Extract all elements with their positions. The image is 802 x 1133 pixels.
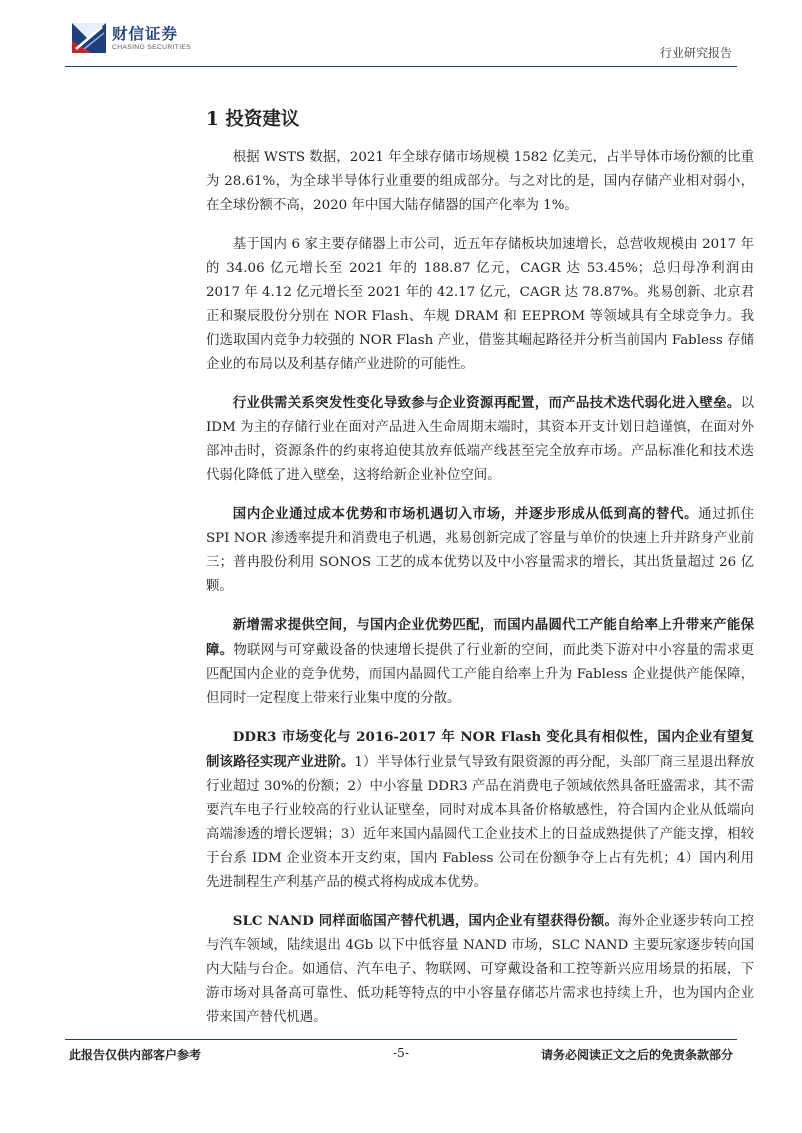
logo-chinese-name: 财信证券 xyxy=(112,24,179,43)
paragraph-lead: SLC NAND 同样面临国产替代机遇，国内企业有望获得份额。 xyxy=(232,913,619,929)
logo-english-name: CHASING SECURITIES xyxy=(112,43,192,51)
logo-emblem-icon xyxy=(70,19,108,57)
footer-notice: 请务必阅读正文之后的免责条款部分 xyxy=(540,1048,733,1062)
paragraph-2 xyxy=(206,232,754,377)
paragraph-lead: 新增需求提供空间，与国内企业优势匹配，而国内晶圆代工产能自给率上升带来产能保障。 xyxy=(206,617,754,658)
footer-divider xyxy=(65,1039,737,1040)
paragraph-body: 海外企业逐步转向工控与汽车领域，陆续退出 4Gb 以下中低容量 NAND 市场，SLC NAND 主要玩家逐步转向国内大陆与台企。如通信、汽车电子、物联网、可穿戴设备和工控等新兴应用场景的拓展，下游市场对具备高可靠性、低功耗等特点的中小容量存储芯片需求也持续上升，也为国内企业带来国产替代机遇。 xyxy=(206,914,755,1025)
paragraph-lead: 国内企业通过成本优势和市场机遇切入市场，并逐步形成从低到高的替代。 xyxy=(232,506,699,522)
company-logo xyxy=(70,19,191,57)
main-content xyxy=(206,108,754,1044)
paragraph-4 xyxy=(206,502,754,599)
paragraph-lead: DDR3 市场变化与 2016-2017 年 NOR Flash 变化具有相似性，国内企业有望复制该路径实现产业进阶。 xyxy=(206,729,754,770)
paragraph-body: 根据 WSTS 数据，2021 年全球存储市场规模 1582 亿美元，占半导体市场份额的比重为 28.61%，为全球半导体行业重要的组成部分。与之对比的是，国内存储产业相对弱小，在全球份额不高，2020 年中国大陆存储器的国产化率为 1%。 xyxy=(206,150,754,213)
page-number: -5- xyxy=(393,1046,409,1060)
header-divider xyxy=(65,66,737,67)
paragraph-body: 以 IDM 为主的存储行业在面对产品进入生命周期末端时，其资本开支计划日趋谨慎，在面对外部冲击时，资源条件的约束将迫使其放弃低端产线甚至完全放弃市场。产品标准化和技术迭代弱化降低了进入壁垒，这将给新企业补位空间。 xyxy=(206,396,754,483)
paragraph-1 xyxy=(206,145,754,218)
paragraph-7 xyxy=(206,909,754,1030)
paragraph-3 xyxy=(206,391,754,488)
page-header xyxy=(0,0,802,80)
paragraph-6 xyxy=(206,725,754,895)
paragraph-body: 物联网与可穿戴设备的快速增长提供了行业新的空间，而此类下游对中小容量的需求更匹配国内企业的竞争优势，而国内晶圆代工产能自给率上升为 Fabless 企业提供产能保障，但同时一定程度上带来行业集中度的分散。 xyxy=(206,643,755,706)
paragraph-body: 基于国内 6 家主要存储器上市公司，近五年存储板块加速增长，总营收规模由 2017 年的 34.06 亿元增长至 2021 年的 188.87 亿元，CAGR 达 53.45%；总归母净利润由 2017 年 4.12 亿元增长至 2021 年的 42.17 亿元，CAGR 达 78.87%。兆易创新、北京君正和聚辰股份分别在 NOR Flash、车规 DRAM 和 EEPROM 等领域具有全球竞争力。我们选取国内竞争力较强的 NOR Flash 产业，借鉴其崛起路径并分析当前国内 Fabless 存储企业的布局以及利基存储产业进阶的可能性。 xyxy=(206,237,754,372)
paragraph-body: 通过抓住 SPI NOR 渗透率提升和消费电子机遇，兆易创新完成了容量与单价的快速上升并跻身产业前三；普冉股份利用 SONOS 工艺的成本优势以及中小容量需求的增长，其出货量超过 26 亿颗。 xyxy=(206,507,755,594)
section-title: 1 投资建议 xyxy=(206,109,300,130)
paragraph-body: 1）半导体行业景气导致有限资源的再分配，头部厂商三星退出释放行业超过 30%的份额；2）中小容量 DDR3 产品在消费电子领域依然具备旺盛需求，其不需要汽车电子行业较高的行业认证壁垒，同时对成本具备价格敏感性，符合国内企业从低端向高端渗透的增长逻辑；3）近年来国内晶圆代工企业技术上的日益成熟提供了产能支撑，相较于台系 IDM 企业资本开支约束，国内 Fabless 公司在份额争夺上占有先机；4）国内利用先进制程生产利基产品的模式将构成成本优势。 xyxy=(206,755,754,890)
paragraph-5 xyxy=(206,613,754,711)
report-type-label: 行业研究报告 xyxy=(659,46,732,60)
paragraph-lead: 行业供需关系突发性变化导致参与企业资源再配置，而产品技术迭代弱化进入壁垒。 xyxy=(232,395,741,411)
footer-disclaimer: 此报告仅供内部客户参考 xyxy=(69,1048,202,1062)
